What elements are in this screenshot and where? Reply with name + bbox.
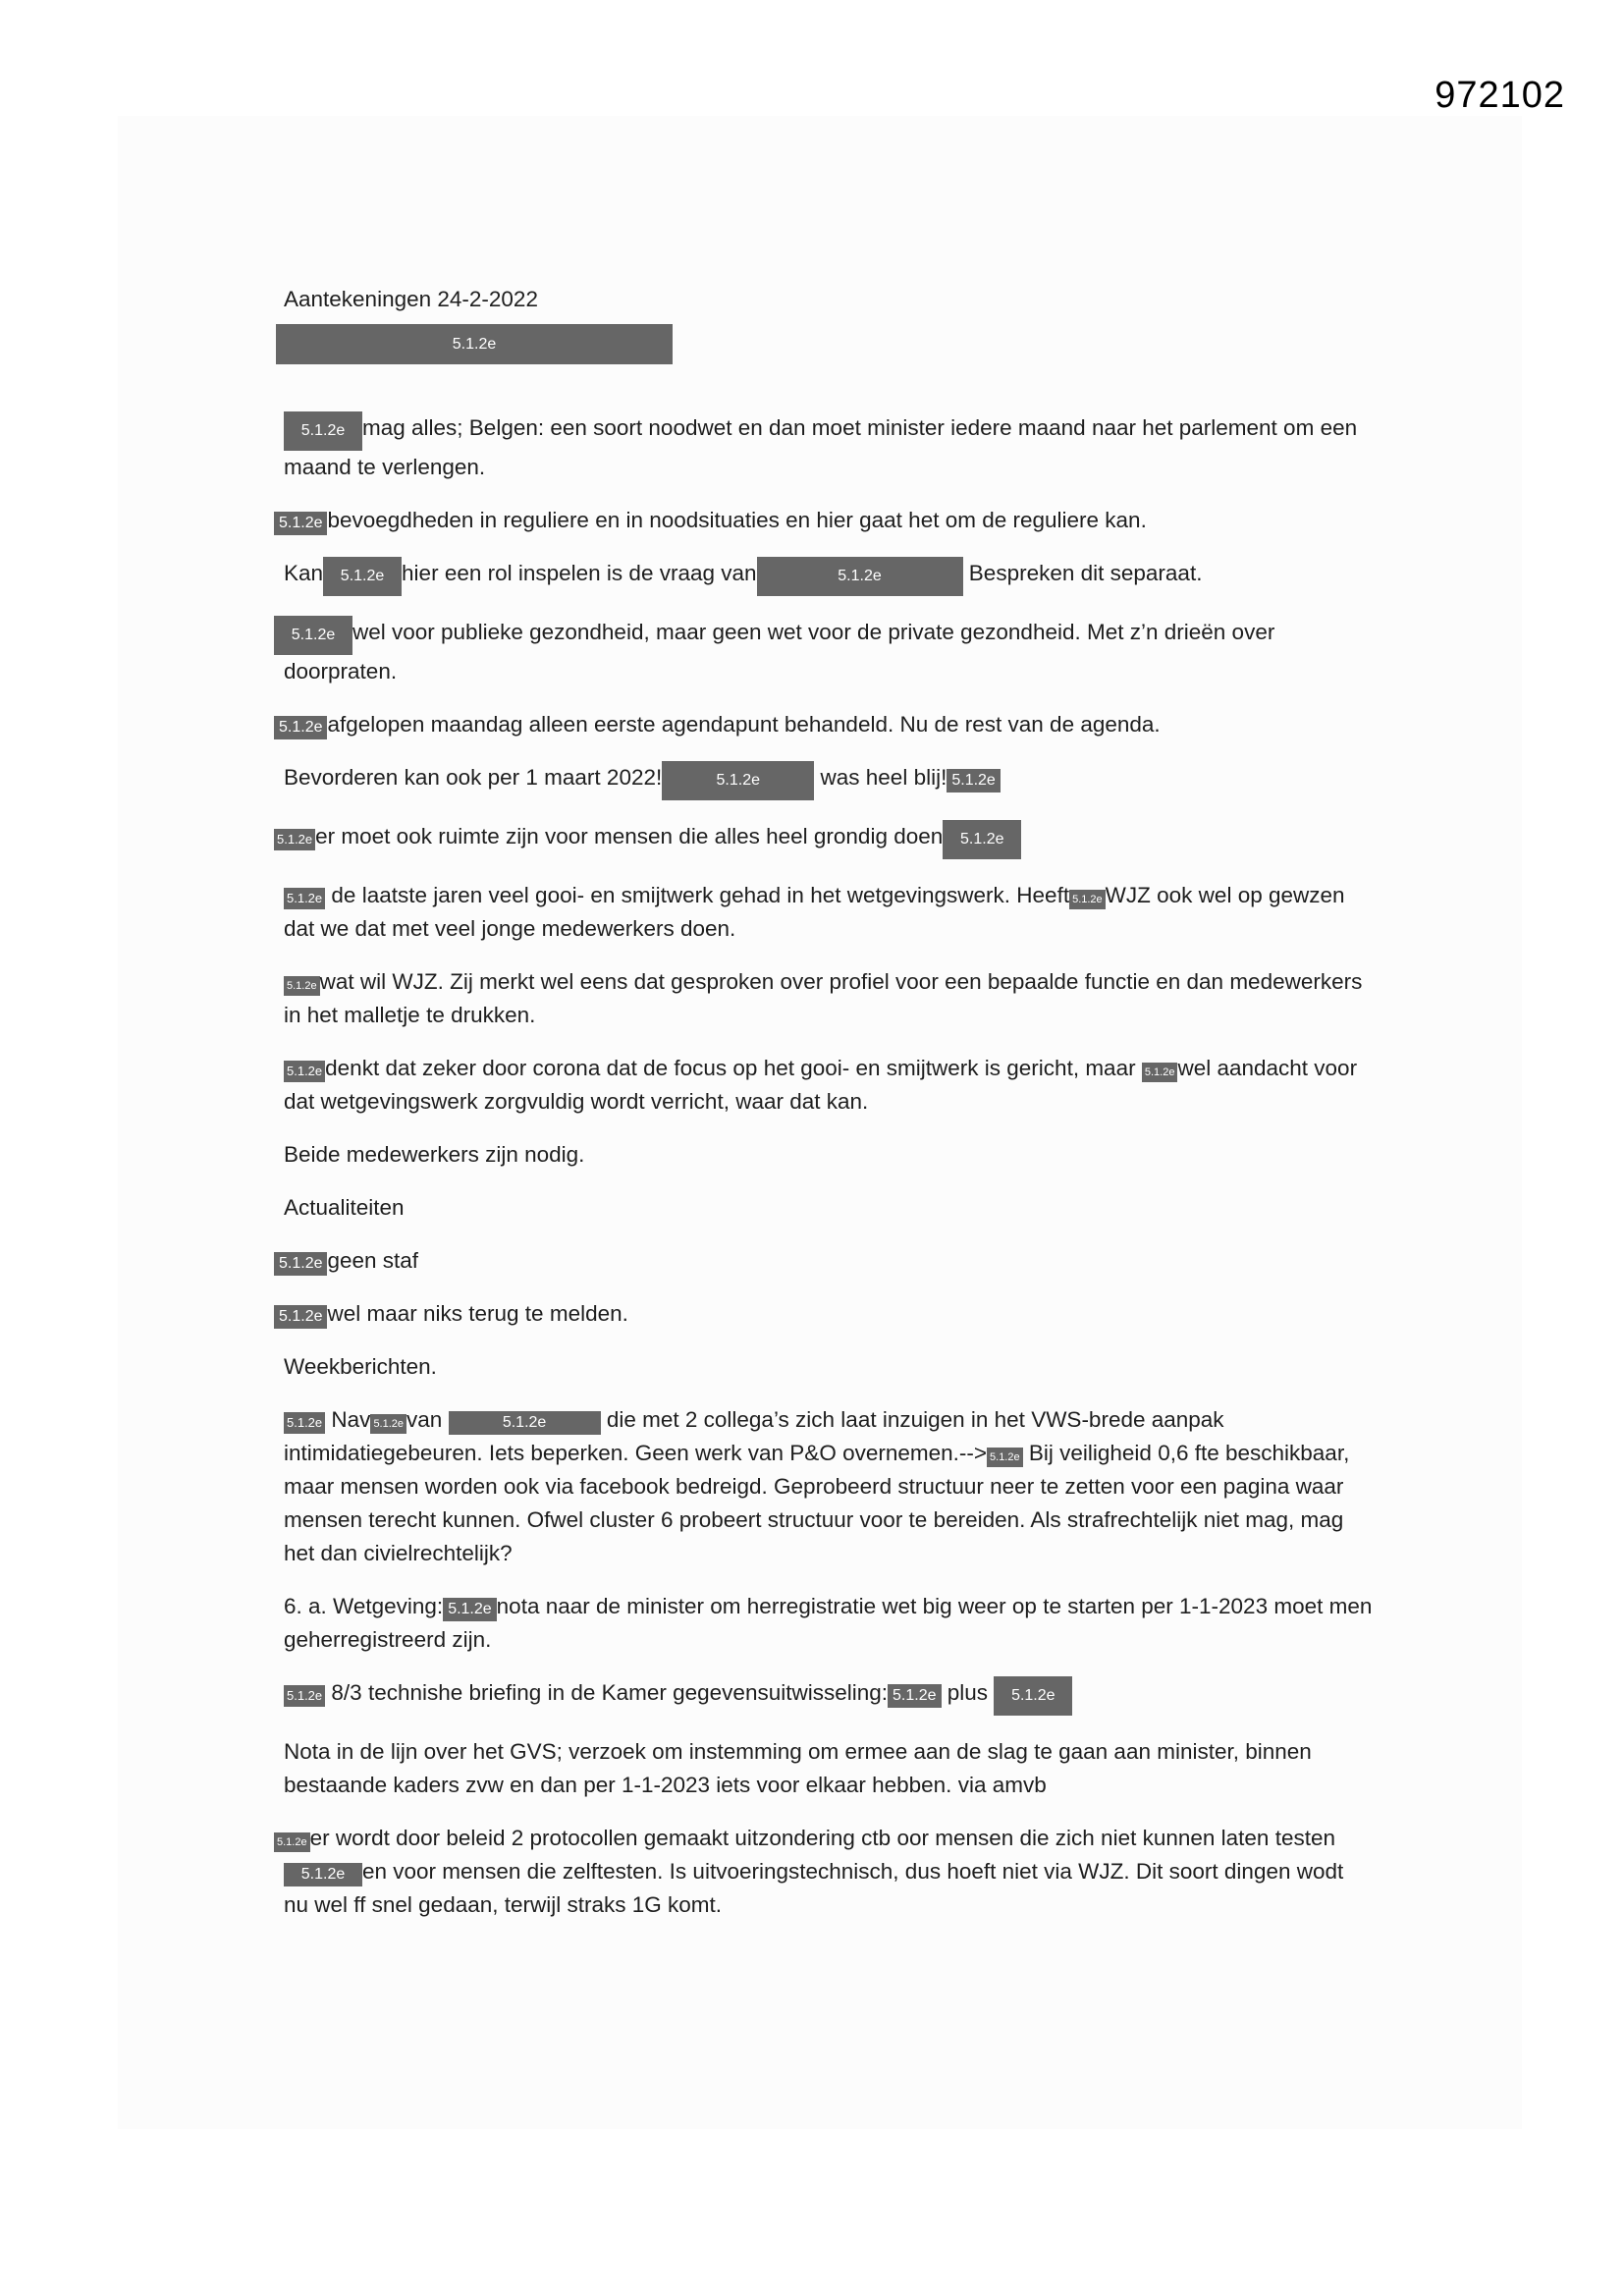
redaction-block: 5.1.2e	[662, 761, 814, 800]
section-heading: Actualiteiten	[284, 1195, 405, 1220]
paragraph: Nota in de lijn over het GVS; verzoek om instemming om ermee aan de slag te gaan aan minister, binnen bestaande kaders zvw en dan per 1-1-2023 iets voor elkaar hebben. via amvb	[284, 1739, 1312, 1797]
redaction-block: 5.1.2e	[284, 1863, 362, 1886]
redaction-block: 5.1.2e	[943, 820, 1021, 859]
redaction-block: 5.1.2e	[323, 557, 402, 596]
document-body	[277, 283, 1374, 1941]
redaction-block: 5.1.2e	[449, 1411, 601, 1435]
section-heading: Weekberichten.	[284, 1354, 437, 1379]
paragraph: Kan 5.1.2e hier een rol inspelen is de vraag van 5.1.2e Bespreken dit separaat.	[284, 557, 1374, 596]
redaction-block: 5.1.2e	[284, 1061, 325, 1082]
redaction-block: 5.1.2e	[274, 716, 327, 739]
paragraph: 5.1.2e wel maar niks terug te melden.	[284, 1297, 1374, 1331]
paragraph: 5.1.2e denkt dat zeker door corona dat de focus op het gooi- en smijtwerk is gericht, maar 5.1.2e wel aandacht voor dat wetgevingswerk zorgvuldig wordt verricht, waar dat kan.	[284, 1056, 1358, 1114]
redaction-block: 5.1.2e	[274, 512, 327, 535]
redaction-block: 5.1.2e	[757, 557, 963, 596]
paragraph: 6. a. Wetgeving: 5.1.2e nota naar de minister om herregistratie wet big weer op te starten per 1-1-2023 moet men geherregistreerd zijn.	[284, 1594, 1373, 1652]
redaction-block: 5.1.2e	[443, 1598, 496, 1621]
redaction-block: 5.1.2e	[274, 1832, 310, 1852]
paragraph: 5.1.2e bevoegdheden in reguliere en in noodsituaties en hier gaat het om de reguliere kan.	[284, 504, 1374, 537]
paragraph: Bevorderen kan ook per 1 maart 2022! 5.1.2e was heel blij! 5.1.2e	[284, 761, 1374, 800]
paragraph: 5.1.2e wel voor publieke gezondheid, maar geen wet voor de private gezondheid. Met z’n drieën over doorpraten.	[284, 616, 1374, 688]
redaction-block: 5.1.2e	[994, 1676, 1072, 1716]
redaction-block: 5.1.2e	[1142, 1063, 1178, 1082]
redaction-block: 5.1.2e	[284, 1685, 325, 1707]
redaction-block: 5.1.2e	[284, 411, 362, 451]
redaction-block: 5.1.2e	[274, 616, 352, 655]
paragraph: 5.1.2e geen staf	[284, 1244, 1374, 1278]
document-title: Aantekeningen 24-2-2022	[284, 287, 538, 311]
redaction-block: 5.1.2e	[276, 324, 673, 364]
paragraph: 5.1.2e mag alles; Belgen: een soort noodwet en dan moet minister iedere maand naar het parlement om een maand te verlengen.	[284, 411, 1374, 484]
paragraph: 5.1.2e er moet ook ruimte zijn voor mensen die alles heel grondig doen 5.1.2e	[284, 820, 1374, 859]
paragraph: Beide medewerkers zijn nodig.	[284, 1142, 585, 1167]
paragraph: 5.1.2e wat wil WJZ. Zij merkt wel eens dat gesproken over profiel voor een bepaalde functie en dan medewerkers in het malletje te drukken.	[284, 969, 1363, 1027]
paragraph: 5.1.2e Nav 5.1.2e van 5.1.2e die met 2 collega’s zich laat inzuigen in het VWS-brede aanpak intimidatiegebeuren. Iets beperken. Geen werk van P&O overnemen.--> 5.1.2e Bij veiligheid 0,6 fte beschikbaar, maar mensen worden ook via facebook bedreigd. Geprobeerd structuur neer te zetten voor een pagina waar mensen terecht kunnen. Ofwel cluster 6 probeert structuur voor te bereiden. Als strafrechtelijk niet mag, mag het dan civielrechtelijk?	[284, 1407, 1350, 1565]
paragraph: 5.1.2e er wordt door beleid 2 protocollen gemaakt uitzondering ctb oor mensen die zich niet kunnen laten testen 5.1.2e en voor mensen die zelftesten. Is uitvoeringstechnisch, dus hoeft niet via WJZ. Dit soort dingen wodt nu wel ff snel gedaan, terwijl straks 1G komt.	[284, 1822, 1374, 1922]
redaction-block: 5.1.2e	[888, 1684, 941, 1708]
redaction-block: 5.1.2e	[274, 1252, 327, 1276]
redaction-block: 5.1.2e	[284, 976, 320, 996]
redaction-block: 5.1.2e	[284, 888, 325, 909]
paragraph: 5.1.2e 8/3 technishe briefing in de Kamer gegevensuitwisseling: 5.1.2e plus 5.1.2e	[284, 1676, 1374, 1716]
redaction-block: 5.1.2e	[274, 1305, 327, 1329]
redaction-block: 5.1.2e	[947, 769, 1000, 793]
redaction-block: 5.1.2e	[284, 1412, 325, 1434]
paragraph: 5.1.2e afgelopen maandag alleen eerste agendapunt behandeld. Nu de rest van de agenda.	[284, 708, 1374, 741]
paragraph: 5.1.2e de laatste jaren veel gooi- en smijtwerk gehad in het wetgevingswerk. Heeft 5.1.2e WJZ ook wel op gewzen dat we dat met veel jonge medewerkers doen.	[284, 883, 1345, 941]
redaction-block: 5.1.2e	[370, 1414, 406, 1434]
redaction-block: 5.1.2e	[274, 829, 315, 850]
redaction-block: 5.1.2e	[987, 1448, 1023, 1467]
document-number: 972102	[1435, 75, 1565, 116]
redaction-block: 5.1.2e	[1069, 890, 1106, 909]
